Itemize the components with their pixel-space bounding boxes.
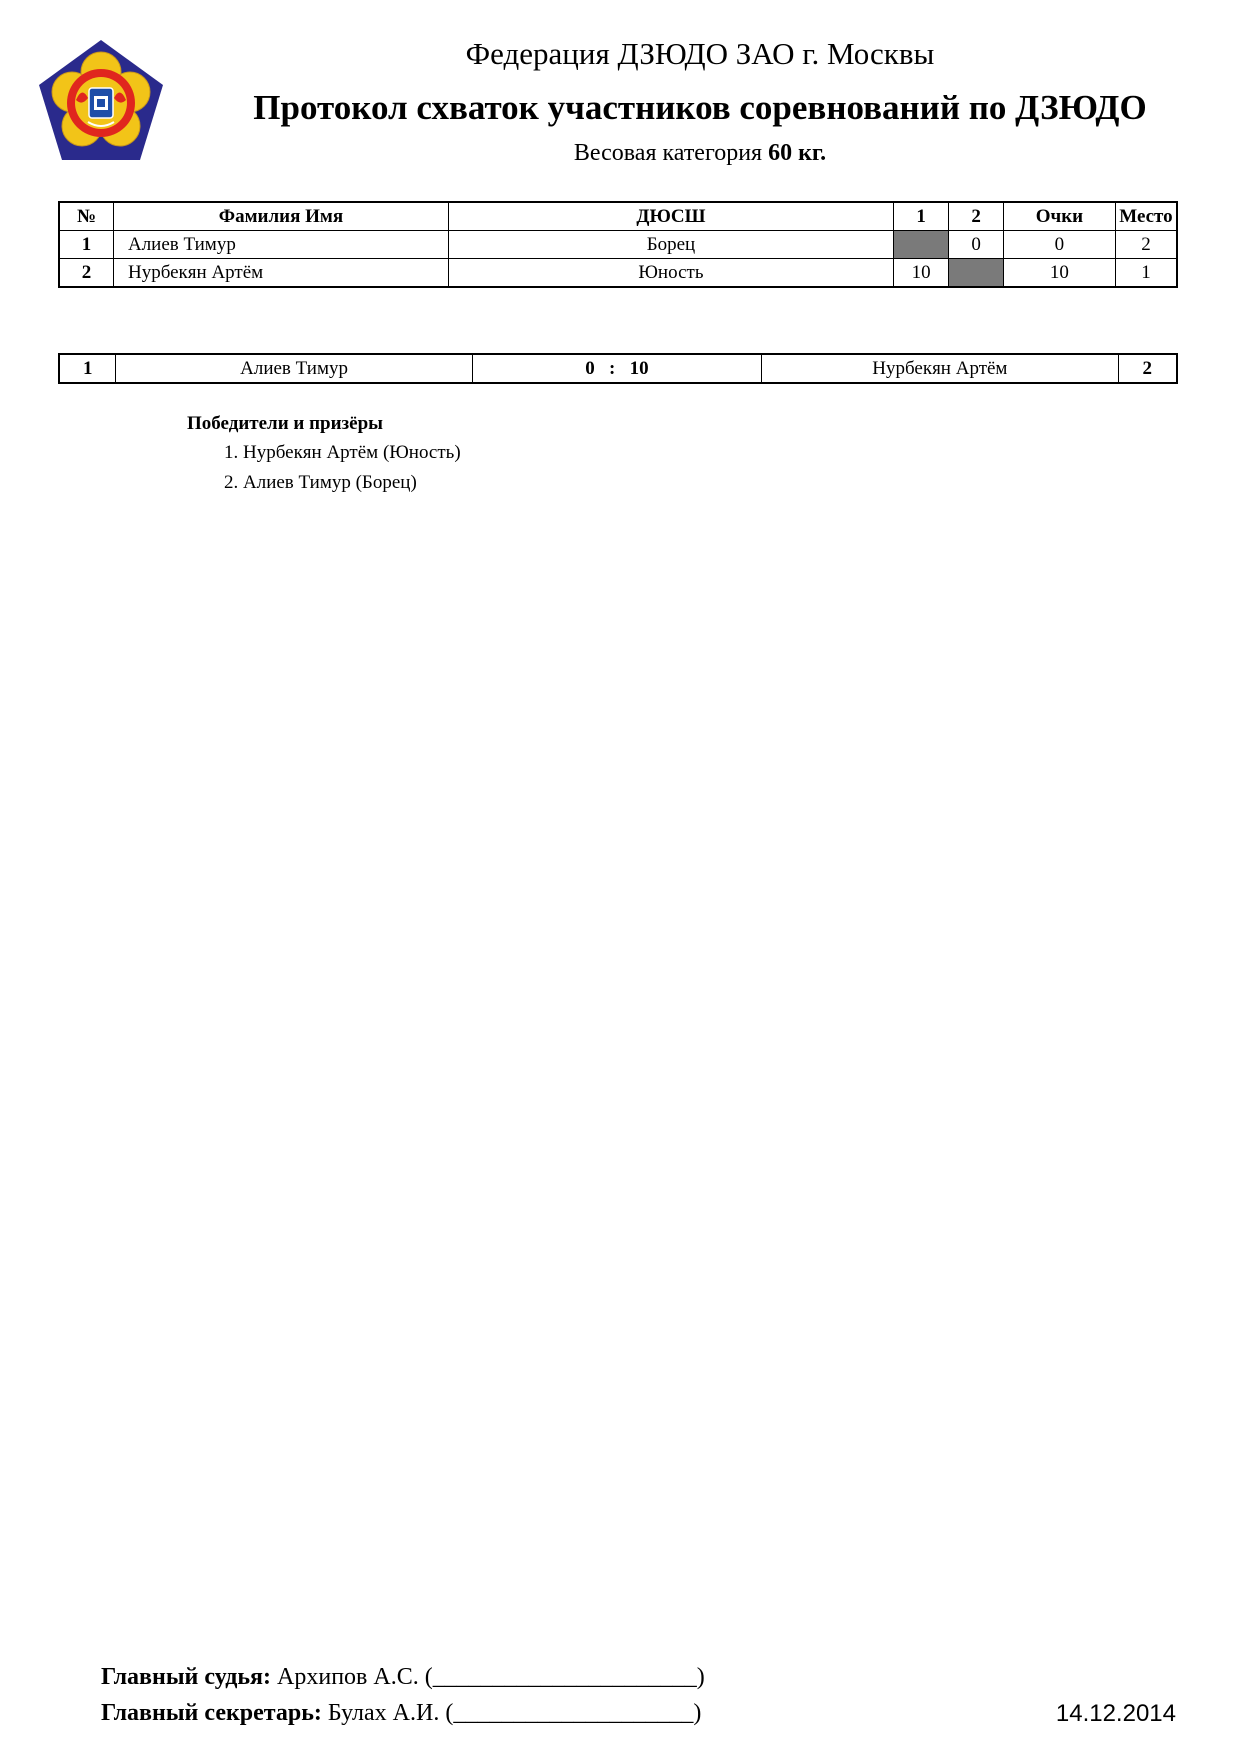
col-header-place: Место: [1115, 202, 1177, 231]
cell-vs1: 10: [893, 259, 948, 288]
cell-name: Нурбекян Артём: [113, 259, 448, 288]
chief-secretary-label: Главный секретарь:: [101, 1700, 322, 1726]
table-header-row: [59, 202, 1177, 231]
document-date: 14.12.2014: [1055, 1700, 1176, 1727]
cell-blocked: [893, 231, 948, 259]
federation-emblem-icon: [36, 38, 166, 168]
chief-judge: [101, 1664, 705, 1691]
cell-school: Юность: [448, 259, 893, 288]
cell-points: 0: [1003, 231, 1115, 259]
list-item: 2. Алиев Тимур (Борец): [224, 472, 417, 493]
cell-number: 2: [59, 259, 113, 288]
bout-score: [472, 354, 761, 383]
table-row: [59, 231, 1177, 259]
bout-row: [59, 354, 1177, 383]
table-row: [59, 259, 1177, 288]
bout-right-number: 2: [1118, 354, 1177, 383]
cell-school: Борец: [448, 231, 893, 259]
weight-category-value: 60 кг.: [768, 140, 827, 166]
col-header-points: Очки: [1003, 202, 1115, 231]
weight-category: [190, 140, 1210, 167]
cell-name: Алиев Тимур: [113, 231, 448, 259]
col-header-vs1: 1: [893, 202, 948, 231]
chief-secretary: [101, 1700, 701, 1727]
bout-score-right: 10: [629, 358, 649, 379]
bout-left-number: 1: [59, 354, 116, 383]
bout-score-left: 0: [585, 358, 595, 379]
chief-secretary-value: Булах А.И. (____________________): [327, 1700, 702, 1726]
col-header-vs2: 2: [949, 202, 1003, 231]
col-header-school: ДЮСШ: [448, 202, 893, 231]
cell-vs2: 0: [949, 231, 1003, 259]
cell-points: 10: [1003, 259, 1115, 288]
bout-right-name: Нурбекян Артём: [762, 354, 1118, 383]
cell-blocked: [949, 259, 1003, 288]
bout-score-separator: :: [609, 358, 616, 379]
protocol-title: Протокол схваток участников соревнований по ДЗЮДО: [253, 88, 1147, 127]
organization-title: Федерация ДЗЮДО ЗАО г. Москвы: [465, 36, 935, 71]
winners-title: Победители и призёры: [187, 413, 384, 434]
cell-place: 2: [1115, 231, 1177, 259]
list-item: 1. Нурбекян Артём (Юность): [224, 442, 461, 463]
cell-place: 1: [1115, 259, 1177, 288]
results-table: [58, 201, 1178, 288]
chief-judge-value: Архипов А.С. (______________________): [277, 1664, 705, 1690]
col-header-name: Фамилия Имя: [113, 202, 448, 231]
chief-judge-label: Главный судья:: [101, 1664, 272, 1690]
bout-left-name: Алиев Тимур: [116, 354, 472, 383]
col-header-number: №: [59, 202, 113, 231]
bout-table: [58, 353, 1178, 384]
weight-category-label: Весовая категория: [573, 140, 763, 166]
cell-number: 1: [59, 231, 113, 259]
